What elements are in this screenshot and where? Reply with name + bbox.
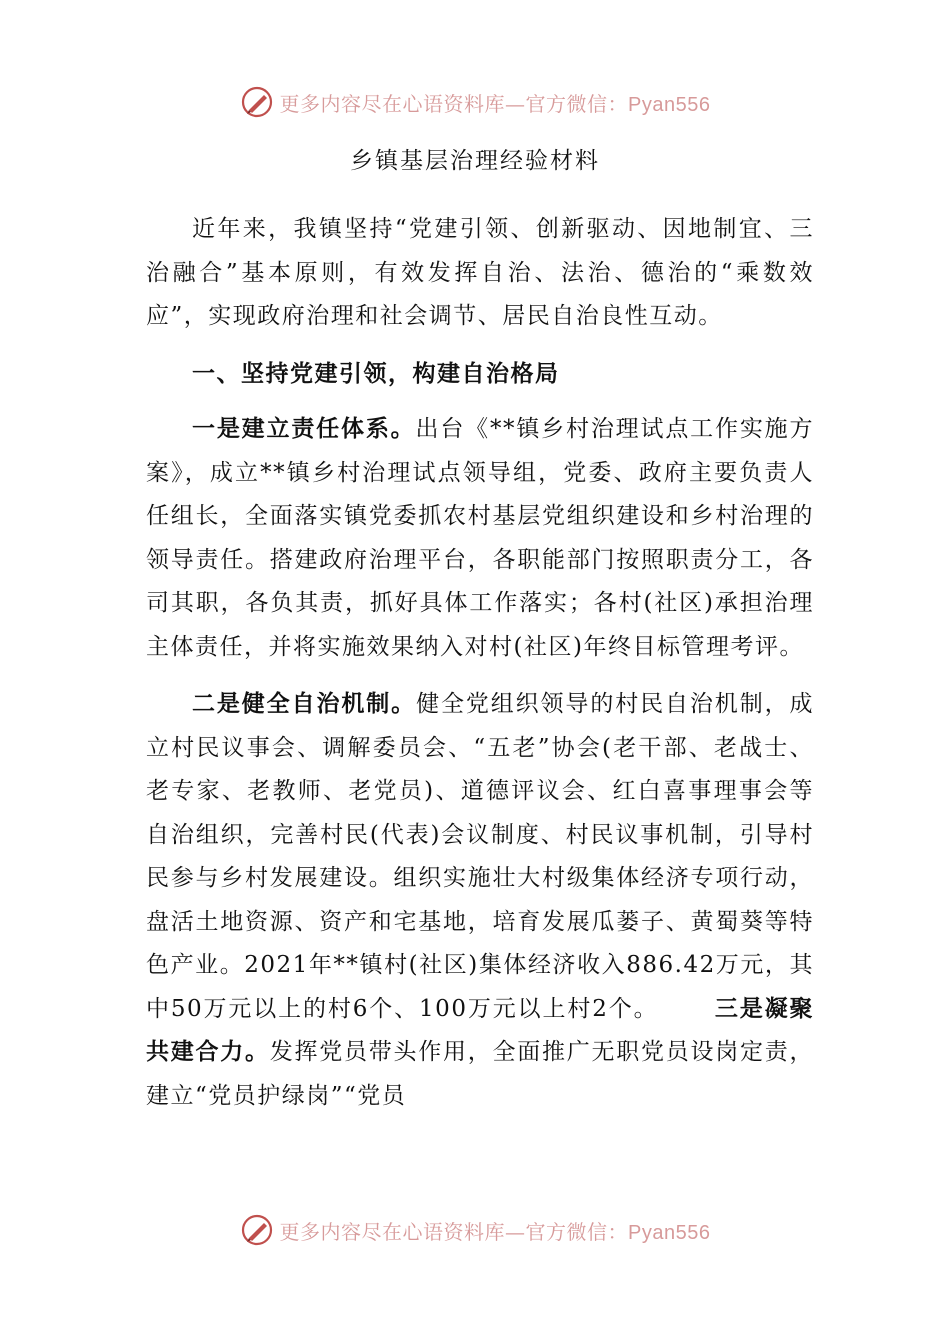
item-3-lead: 三是凝聚共建合力。 [146, 995, 815, 1065]
watermark-banner-bottom [0, 1208, 950, 1252]
pen-logo-icon [240, 85, 274, 119]
paragraph-item-2 [146, 683, 814, 1118]
paragraph-item-1 [146, 408, 814, 669]
intro-paragraph: 近年来，我镇坚持“党建引领、创新驱动、因地制宜、三治融合”基本原则，有效发挥自治、法治、德治的“乘数效应”，实现政府治理和社会调节、居民自治良性互动。 [146, 216, 814, 329]
watermark-text: 更多内容尽在心语资料库—官方微信：Pyan556 [279, 1219, 711, 1244]
section-heading-1: 一、坚持党建引领，构建自治格局 [192, 360, 560, 387]
item-1-lead: 一是建立责任体系。 [192, 416, 416, 442]
watermark-banner-top [0, 80, 950, 124]
document-title: 乡镇基层治理经验材料 [350, 148, 600, 174]
item-3-text: 发挥党员带头作用，全面推广无职党员设岗定责，建立“党员护绿岗”“党员 [146, 1039, 814, 1109]
pen-logo-icon [240, 1213, 274, 1247]
item-1-text: 出台《**镇乡村治理试点工作实施方案》，成立**镇乡村治理试点领导组，党委、政府主要负责人任组长，全面落实镇党委抓农村基层党组织建设和乡村治理的领导责任。搭建政府治理平台，各职能部门按照职责分工，各司其职，各负其责，抓好具体工作落实；各村(社区)承担治理主体责任，并将实施效果纳入对村(社区)年终目标管理考评。 [146, 416, 815, 660]
item-2-lead: 二是健全自治机制。 [192, 691, 417, 717]
watermark-text: 更多内容尽在心语资料库—官方微信：Pyan556 [279, 91, 711, 116]
item-2-text: 健全党组织领导的村民自治机制，成立村民议事会、调解委员会、“五老”协会(老干部、老战士、老专家、老教师、老党员)、道德评议会、红白喜事理事会等自治组织，完善村民(代表)会议制度、村民议事机制，引导村民参与乡村发展建设。组织实施壮大村级集体经济专项行动，盘活土地资源、资产和宅基地，培育发展瓜蒌子、黄蜀葵等特色产业。2021年**镇村(社区)集体经济收入886.42万元，其中50万元以上的村6个、100万元以上村2个。 [146, 691, 815, 1022]
document-body [146, 208, 814, 1132]
